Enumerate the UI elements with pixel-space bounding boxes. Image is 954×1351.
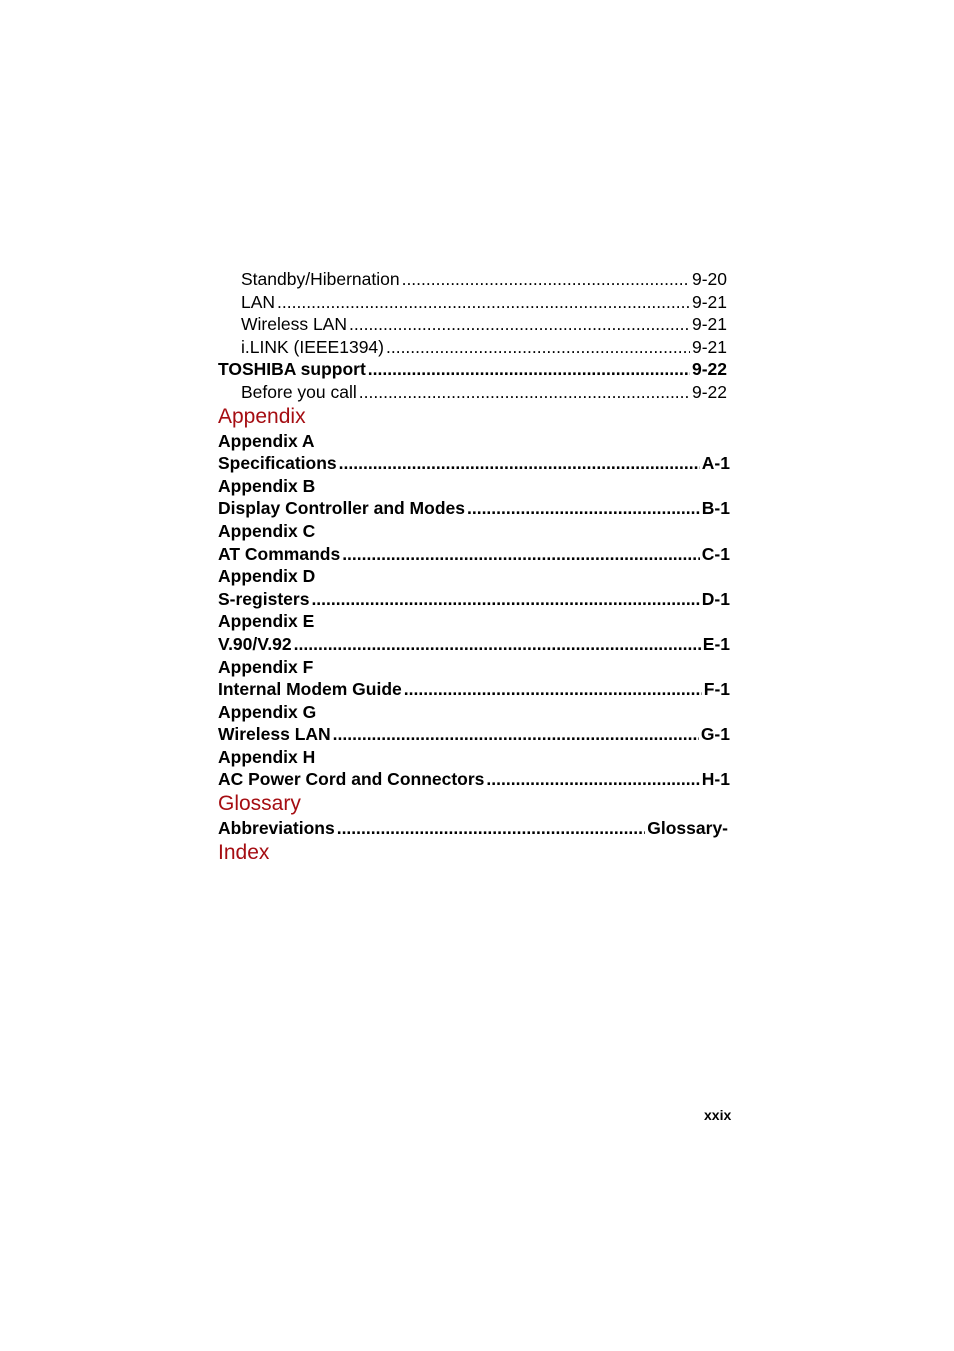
toc-entry-before-you-call[interactable]	[218, 381, 727, 404]
toc-entry-appendix-b[interactable]	[218, 497, 730, 520]
toc-entry-page: E-1	[702, 633, 730, 654]
toc-entry-page: H-1	[701, 769, 730, 790]
section-heading-appendix[interactable]: Appendix	[218, 404, 306, 428]
leader-dots	[386, 336, 690, 359]
toc-entry-page: D-1	[701, 588, 730, 609]
toc-entry-appendix-g-title[interactable]: Appendix G	[218, 701, 317, 722]
toc-entry-page: C-1	[701, 543, 730, 564]
leader-dots	[349, 313, 690, 336]
toc-entry-page: A-1	[701, 453, 730, 474]
toc-entry-page: 9-22	[691, 381, 727, 402]
toc-entry-label: S-registers	[218, 588, 310, 609]
toc-entry-label: AT Commands	[218, 543, 341, 564]
toc-entry-standby-hibernation[interactable]	[218, 268, 727, 291]
toc-entry-abbreviations[interactable]	[218, 817, 728, 840]
toc-entry-page: Glossary-	[647, 818, 728, 839]
toc-entry-page: G-1	[700, 724, 730, 745]
toc-entry-appendix-a-title[interactable]: Appendix A	[218, 430, 315, 451]
toc-entry-appendix-h[interactable]	[218, 768, 730, 791]
leader-dots	[404, 678, 702, 701]
toc-entry-appendix-h-title[interactable]: Appendix H	[218, 746, 316, 767]
toc-entry-label: AC Power Cord and Connectors	[218, 769, 485, 790]
section-heading-glossary[interactable]: Glossary	[218, 792, 301, 816]
toc-entry-page: 9-21	[691, 291, 727, 312]
toc-entry-appendix-d[interactable]	[218, 588, 730, 611]
leader-dots	[368, 358, 690, 381]
toc-entry-appendix-b-title[interactable]: Appendix B	[218, 475, 316, 496]
leader-dots	[342, 543, 700, 566]
leader-dots	[277, 291, 690, 314]
leader-dots	[339, 452, 700, 475]
section-heading-index[interactable]: Index	[218, 840, 270, 864]
toc-entry-appendix-g[interactable]	[218, 723, 730, 746]
toc-entry-page: F-1	[703, 679, 730, 700]
toc-entry-page: 9-21	[691, 336, 727, 357]
toc-entry-label: V.90/V.92	[218, 633, 292, 654]
toc-entry-appendix-e[interactable]	[218, 633, 730, 656]
toc-entry-wireless-lan[interactable]	[218, 313, 727, 336]
toc-entry-label: Internal Modem Guide	[218, 679, 402, 700]
toc-entry-label: i.LINK (IEEE1394)	[241, 336, 384, 357]
toc-entry-appendix-d-title[interactable]: Appendix D	[218, 566, 316, 587]
toc-entry-label: Standby/Hibernation	[241, 269, 400, 289]
toc-entry-appendix-c[interactable]	[218, 543, 730, 566]
toc-entry-toshiba-support[interactable]	[218, 358, 727, 381]
leader-dots	[402, 268, 690, 291]
toc-entry-appendix-f[interactable]	[218, 678, 730, 701]
leader-dots	[294, 633, 701, 656]
toc-entry-page: 9-22	[691, 359, 727, 380]
toc-entry-appendix-c-title[interactable]: Appendix C	[218, 520, 316, 541]
toc-entry-page: 9-21	[691, 314, 727, 335]
toc-entry-page: 9-20	[691, 269, 727, 289]
toc-entry-appendix-a[interactable]	[218, 452, 730, 475]
leader-dots	[486, 768, 699, 791]
table-of-contents	[218, 268, 730, 866]
toc-entry-appendix-e-title[interactable]: Appendix E	[218, 611, 315, 632]
toc-entry-label: Specifications	[218, 453, 337, 474]
toc-entry-label: Wireless LAN	[218, 724, 331, 745]
toc-entry-lan[interactable]	[218, 291, 727, 314]
toc-entry-label: Before you call	[241, 381, 357, 402]
toc-entry-label: TOSHIBA support	[218, 359, 366, 380]
leader-dots	[333, 723, 699, 746]
toc-entry-label: Abbreviations	[218, 818, 335, 839]
leader-dots	[337, 817, 646, 840]
toc-entry-label: LAN	[241, 291, 276, 312]
leader-dots	[359, 381, 690, 404]
toc-entry-ilink[interactable]	[218, 336, 727, 359]
page-number: xxix	[704, 1107, 732, 1123]
toc-entry-label: Wireless LAN	[241, 314, 347, 335]
toc-entry-appendix-f-title[interactable]: Appendix F	[218, 656, 314, 677]
leader-dots	[467, 497, 700, 520]
leader-dots	[311, 588, 699, 611]
toc-entry-label: Display Controller and Modes	[218, 498, 465, 519]
toc-entry-page: B-1	[701, 498, 730, 519]
